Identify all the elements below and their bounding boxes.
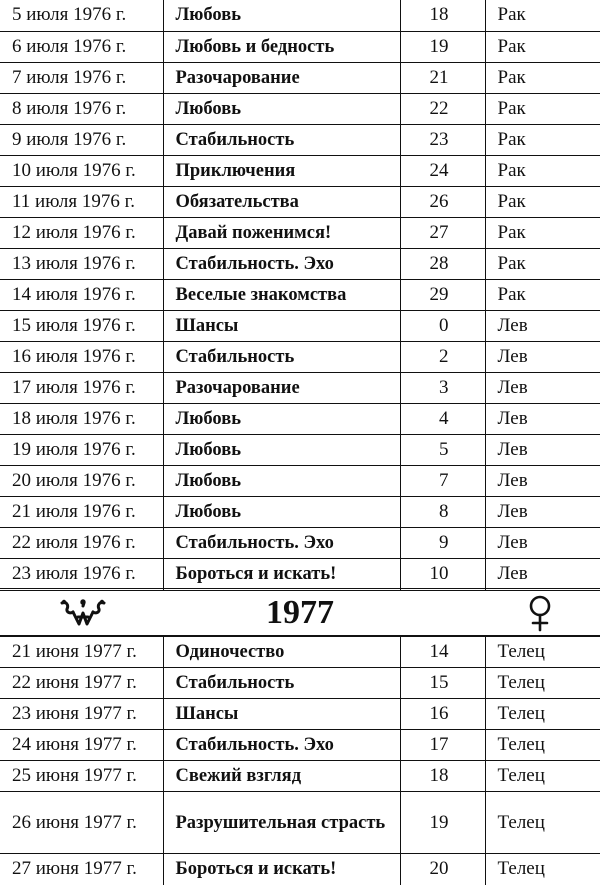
number-cell: 3 bbox=[400, 372, 485, 403]
number-cell: 4 bbox=[400, 403, 485, 434]
sign-cell: Лев bbox=[485, 372, 600, 403]
title-cell: Обязательства bbox=[163, 186, 400, 217]
table-row bbox=[0, 155, 600, 186]
number-cell: 21 bbox=[400, 62, 485, 93]
number-cell: 14 bbox=[400, 637, 485, 668]
date-cell: 11 июля 1976 г. bbox=[0, 186, 163, 217]
title-cell: Бороться и искать! bbox=[163, 558, 400, 590]
number-cell: 2 bbox=[400, 341, 485, 372]
date-cell: 20 июля 1976 г. bbox=[0, 465, 163, 496]
title-cell: Разочарование bbox=[163, 62, 400, 93]
title-cell: Стабильность. Эхо bbox=[163, 730, 400, 761]
title-cell: Шансы bbox=[163, 310, 400, 341]
title-cell: Разрушительная страсть bbox=[163, 792, 400, 854]
title-cell: Любовь bbox=[163, 434, 400, 465]
sign-cell: Лев bbox=[485, 527, 600, 558]
sign-cell: Рак bbox=[485, 93, 600, 124]
sign-cell: Телец bbox=[485, 730, 600, 761]
number-cell: 17 bbox=[400, 730, 485, 761]
number-cell: 18 bbox=[400, 761, 485, 792]
date-cell: 5 июля 1976 г. bbox=[0, 0, 163, 31]
sign-cell: Телец bbox=[485, 668, 600, 699]
number-cell: 7 bbox=[400, 465, 485, 496]
sign-cell: Телец bbox=[485, 761, 600, 792]
table-row bbox=[0, 341, 600, 372]
title-cell: Любовь bbox=[163, 403, 400, 434]
date-cell: 23 июля 1976 г. bbox=[0, 558, 163, 590]
date-cell: 23 июня 1977 г. bbox=[0, 699, 163, 730]
number-cell: 15 bbox=[400, 668, 485, 699]
date-cell: 22 июля 1976 г. bbox=[0, 527, 163, 558]
date-cell: 13 июля 1976 г. bbox=[0, 248, 163, 279]
title-cell: Бороться и искать! bbox=[163, 854, 400, 885]
table-row bbox=[0, 62, 600, 93]
date-cell: 17 июля 1976 г. bbox=[0, 372, 163, 403]
sign-cell: Лев bbox=[485, 496, 600, 527]
venus-symbol-icon bbox=[525, 593, 555, 633]
number-cell: 26 bbox=[400, 186, 485, 217]
sign-cell: Рак bbox=[485, 31, 600, 62]
title-cell: Приключения bbox=[163, 155, 400, 186]
table-row bbox=[0, 248, 600, 279]
sign-cell: Лев bbox=[485, 558, 600, 590]
table-row bbox=[0, 217, 600, 248]
number-cell: 22 bbox=[400, 93, 485, 124]
number-cell: 19 bbox=[400, 31, 485, 62]
sign-cell: Лев bbox=[485, 310, 600, 341]
sign-cell: Рак bbox=[485, 248, 600, 279]
title-cell: Любовь bbox=[163, 496, 400, 527]
table-row bbox=[0, 434, 600, 465]
date-cell: 15 июля 1976 г. bbox=[0, 310, 163, 341]
table-row bbox=[0, 465, 600, 496]
title-cell: Стабильность bbox=[163, 124, 400, 155]
title-cell: Стабильность bbox=[163, 668, 400, 699]
sign-cell: Лев bbox=[485, 341, 600, 372]
number-cell: 18 bbox=[400, 0, 485, 31]
date-cell: 14 июля 1976 г. bbox=[0, 279, 163, 310]
date-cell: 7 июля 1976 г. bbox=[0, 62, 163, 93]
sign-cell: Телец bbox=[485, 854, 600, 885]
date-cell: 21 июля 1976 г. bbox=[0, 496, 163, 527]
number-cell: 28 bbox=[400, 248, 485, 279]
number-cell: 27 bbox=[400, 217, 485, 248]
year-band-1977 bbox=[0, 588, 600, 636]
date-cell: 21 июня 1977 г. bbox=[0, 637, 163, 668]
number-cell: 19 bbox=[400, 792, 485, 854]
sign-cell: Лев bbox=[485, 434, 600, 465]
number-cell: 0 bbox=[400, 310, 485, 341]
number-cell: 20 bbox=[400, 854, 485, 885]
date-cell: 19 июля 1976 г. bbox=[0, 434, 163, 465]
table-row bbox=[0, 186, 600, 217]
number-cell: 9 bbox=[400, 527, 485, 558]
title-cell: Стабильность. Эхо bbox=[163, 527, 400, 558]
sign-cell: Рак bbox=[485, 124, 600, 155]
table-row bbox=[0, 527, 600, 558]
table-row bbox=[0, 558, 600, 590]
table-row bbox=[0, 124, 600, 155]
number-cell: 10 bbox=[400, 558, 485, 590]
table-row bbox=[0, 668, 600, 699]
date-cell: 25 июня 1977 г. bbox=[0, 761, 163, 792]
title-cell: Разочарование bbox=[163, 372, 400, 403]
sign-cell: Рак bbox=[485, 217, 600, 248]
table-row bbox=[0, 372, 600, 403]
date-cell: 24 июня 1977 г. bbox=[0, 730, 163, 761]
table-row bbox=[0, 730, 600, 761]
number-cell: 5 bbox=[400, 434, 485, 465]
table-row bbox=[0, 496, 600, 527]
title-cell: Стабильность bbox=[163, 341, 400, 372]
sign-cell: Лев bbox=[485, 465, 600, 496]
date-cell: 9 июля 1976 г. bbox=[0, 124, 163, 155]
sign-cell: Рак bbox=[485, 0, 600, 31]
number-cell: 8 bbox=[400, 496, 485, 527]
date-cell: 6 июля 1976 г. bbox=[0, 31, 163, 62]
title-cell: Веселые знакомства bbox=[163, 279, 400, 310]
date-cell: 22 июня 1977 г. bbox=[0, 668, 163, 699]
number-cell: 23 bbox=[400, 124, 485, 155]
table-row bbox=[0, 31, 600, 62]
title-cell: Давай поженимся! bbox=[163, 217, 400, 248]
sign-cell: Телец bbox=[485, 699, 600, 730]
sign-cell: Телец bbox=[485, 792, 600, 854]
sign-cell: Рак bbox=[485, 62, 600, 93]
title-cell: Любовь и бедность bbox=[163, 31, 400, 62]
title-cell: Любовь bbox=[163, 0, 400, 31]
table-row bbox=[0, 854, 600, 885]
title-cell: Любовь bbox=[163, 465, 400, 496]
sign-cell: Рак bbox=[485, 155, 600, 186]
table-1977 bbox=[0, 636, 600, 885]
number-cell: 24 bbox=[400, 155, 485, 186]
table-row bbox=[0, 792, 600, 854]
table-row bbox=[0, 0, 600, 31]
number-cell: 16 bbox=[400, 699, 485, 730]
date-cell: 16 июля 1976 г. bbox=[0, 341, 163, 372]
table-row bbox=[0, 279, 600, 310]
date-cell: 18 июля 1976 г. bbox=[0, 403, 163, 434]
date-cell: 27 июня 1977 г. bbox=[0, 854, 163, 885]
date-cell: 12 июля 1976 г. bbox=[0, 217, 163, 248]
year-label: 1977 bbox=[266, 594, 334, 631]
sign-cell: Рак bbox=[485, 186, 600, 217]
table-row bbox=[0, 761, 600, 792]
sign-cell: Лев bbox=[485, 403, 600, 434]
date-cell: 26 июня 1977 г. bbox=[0, 792, 163, 854]
title-cell: Шансы bbox=[163, 699, 400, 730]
title-cell: Стабильность. Эхо bbox=[163, 248, 400, 279]
table-row bbox=[0, 403, 600, 434]
table-row bbox=[0, 93, 600, 124]
title-cell: Свежий взгляд bbox=[163, 761, 400, 792]
date-cell: 10 июля 1976 г. bbox=[0, 155, 163, 186]
title-cell: Одиночество bbox=[163, 637, 400, 668]
table-row bbox=[0, 699, 600, 730]
sign-cell: Телец bbox=[485, 637, 600, 668]
table-row bbox=[0, 637, 600, 668]
title-cell: Любовь bbox=[163, 93, 400, 124]
sign-cell: Рак bbox=[485, 279, 600, 310]
number-cell: 29 bbox=[400, 279, 485, 310]
date-cell: 8 июля 1976 г. bbox=[0, 93, 163, 124]
table-row bbox=[0, 310, 600, 341]
